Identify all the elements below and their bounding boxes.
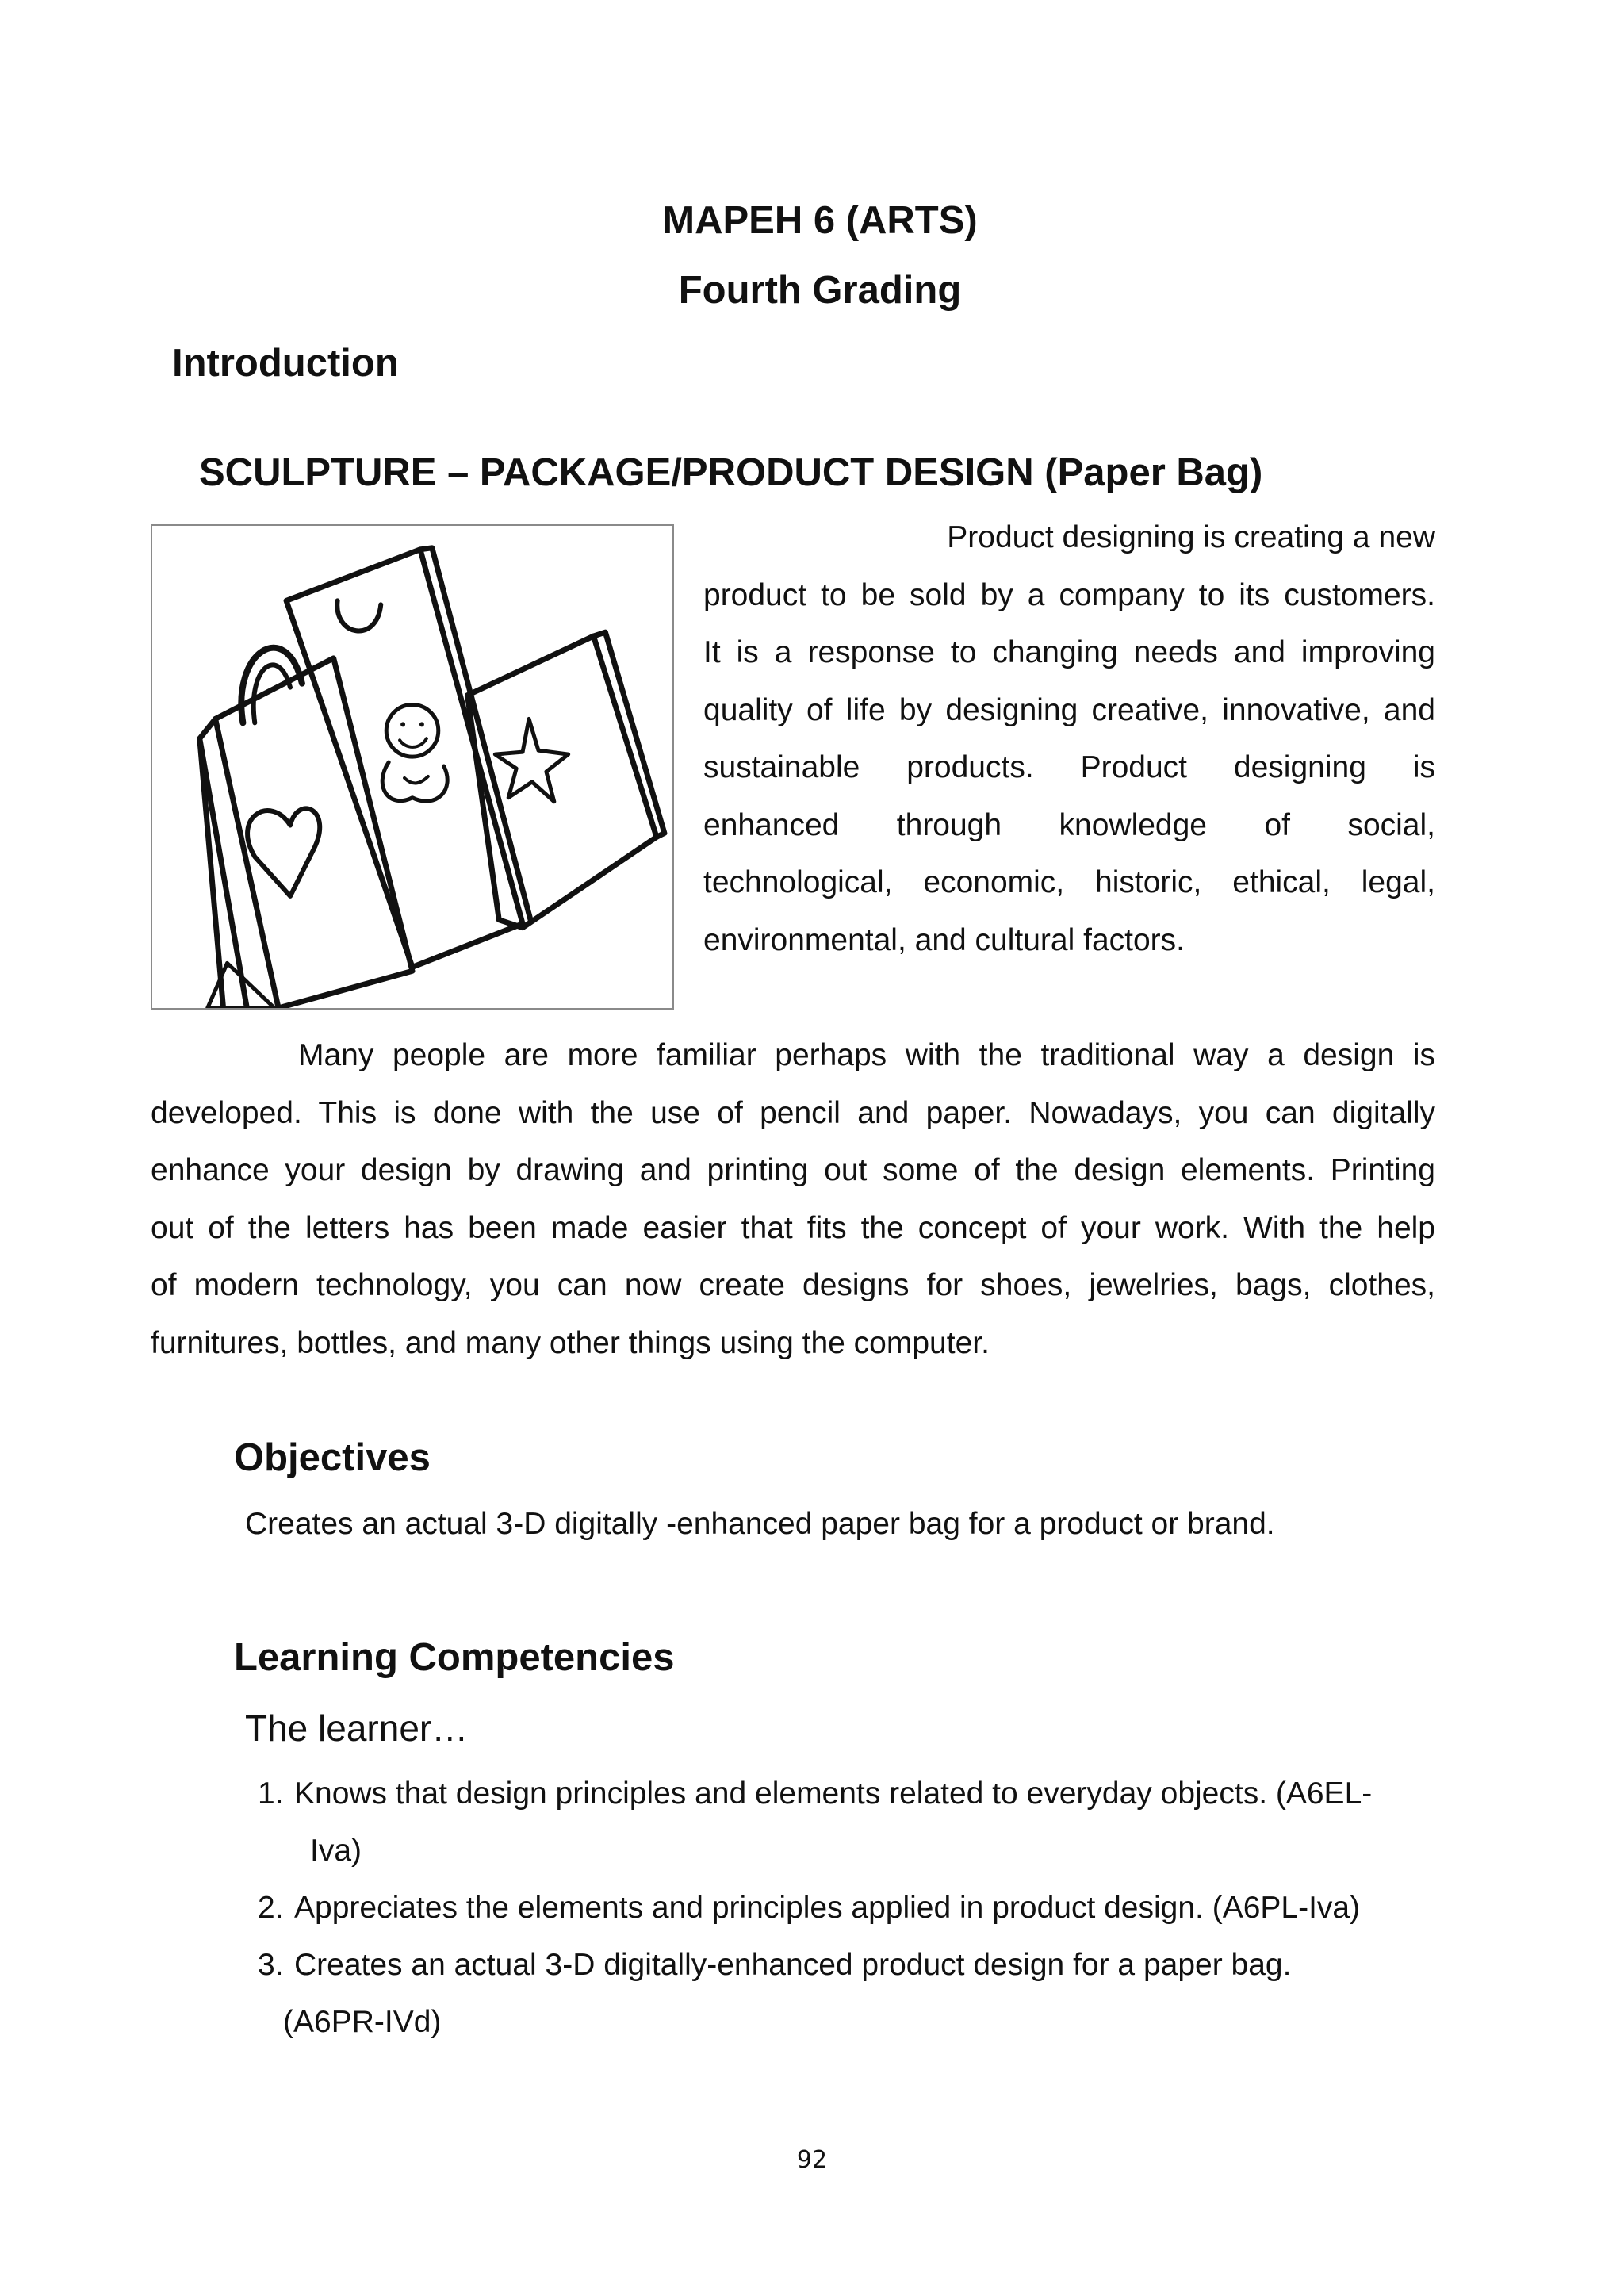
paragraph-line: product to be sold by a company to its customers. (703, 577, 1435, 612)
topic-heading: SCULPTURE – PACKAGE/PRODUCT DESIGN (Paper Bag) (199, 451, 1263, 494)
paragraph-line: out of the letters has been made easier that fits the concept of your work. With the help (151, 1210, 1435, 1245)
list-number: 1. (258, 1777, 284, 1811)
list-text-continued: Iva) (310, 1834, 362, 1868)
list-item (258, 1880, 1447, 1937)
paragraph-line: Many people are more familiar perhaps with the traditional way a design is (298, 1038, 1435, 1072)
paragraph-line: It is a response to changing needs and improving (703, 635, 1435, 669)
list-item (258, 1937, 1447, 2051)
objectives-heading: Objectives (234, 1436, 431, 1479)
introduction-heading: Introduction (172, 342, 399, 385)
paragraph-line: Product designing is creating a new (947, 520, 1435, 554)
list-number: 2. (258, 1891, 284, 1925)
page-number: 92 (796, 2146, 828, 2174)
list-text: Knows that design principles and elements related to everyday objects. (A6EL- (294, 1777, 1373, 1811)
competencies-heading: Learning Competencies (234, 1636, 675, 1679)
document-title: MAPEH 6 (ARTS) (662, 199, 978, 242)
paragraph-line: sustainable products. Product designing is (703, 750, 1435, 784)
objective-text: Creates an actual 3-D digitally -enhanced paper bag for a product or brand. (245, 1507, 1275, 1541)
paragraph-line: developed. This is done with the use of pencil and paper. Nowadays, you can digitally (151, 1095, 1435, 1130)
list-text: Appreciates the elements and principles applied in product design. (A6PL-Iva) (294, 1891, 1361, 1925)
paper-bag-illustration (151, 524, 674, 1010)
list-number: 3. (258, 1948, 284, 1982)
intro-paragraph-1 (703, 509, 1435, 969)
paragraph-line: furnitures, bottles, and many other things using the computer. (151, 1325, 990, 1360)
paragraph-line: technological, economic, historic, ethical, legal, (703, 865, 1435, 899)
list-item (258, 1765, 1447, 1880)
competencies-list (258, 1765, 1447, 2051)
paragraph-line: enhance your design by drawing and printing out some of the design elements. Printing (151, 1153, 1435, 1187)
paragraph-line: quality of life by designing creative, innovative, and (703, 692, 1435, 727)
competencies-lead: The learner… (245, 1708, 469, 1749)
list-text-continued: (A6PR-IVd) (283, 2005, 442, 2039)
paragraph-line: enhanced through knowledge of social, (703, 807, 1435, 842)
paper-bag-drawing (152, 526, 672, 1008)
paragraph-line: environmental, and cultural factors. (703, 922, 1185, 957)
document-subtitle: Fourth Grading (678, 269, 962, 312)
list-text: Creates an actual 3-D digitally-enhanced product design for a paper bag. (294, 1948, 1292, 1982)
intro-paragraph-2 (151, 1027, 1435, 1372)
paragraph-line: of modern technology, you can now create designs for shoes, jewelries, bags, clothes, (151, 1268, 1435, 1302)
